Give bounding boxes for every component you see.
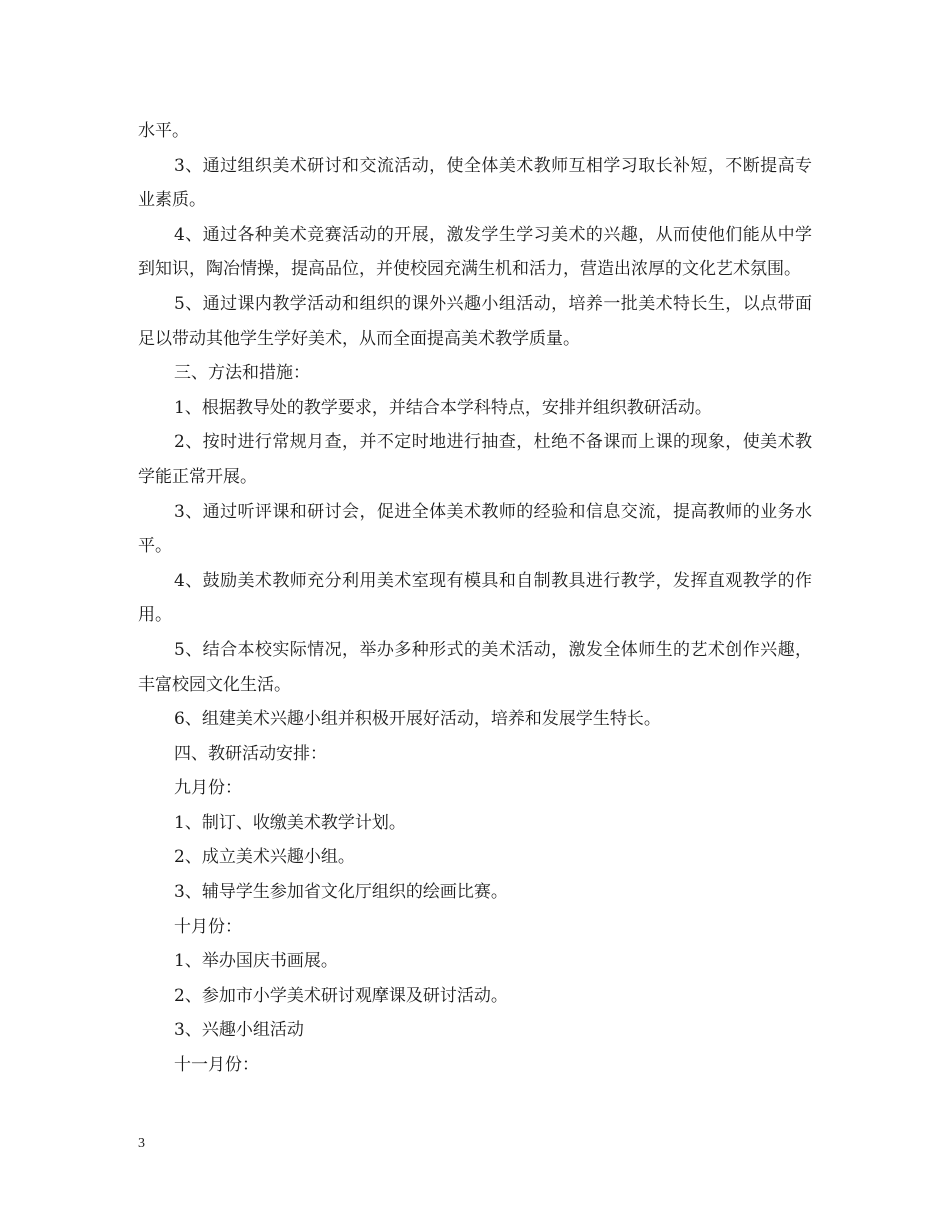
section-heading-methods: 三、方法和措施：	[174, 363, 310, 384]
page-number: 3	[138, 1136, 145, 1151]
list-item: 3、辅导学生参加省文化厅组织的绘画比赛。	[174, 882, 508, 903]
paragraph-10: 6、组建美术兴趣小组并积极开展好活动，培养和发展学生特长。	[174, 709, 661, 730]
paragraph-6: 2、按时进行常规月查，并不定时地进行抽查，杜绝不备课而上课的现象，使美术教学能正常开展。	[138, 432, 812, 487]
list-item: 2、参加市小学美术研讨观摩课及研讨活动。	[174, 985, 508, 1006]
paragraph-3: 5、通过课内教学活动和组织的课外兴趣小组活动，培养一批美术特长生，以点带面足以带动其他学生学好美术，从而全面提高美术教学质量。	[138, 293, 812, 349]
month-heading-october: 十月份：	[174, 916, 242, 937]
month-heading-september: 九月份：	[174, 778, 242, 799]
list-item: 3、兴趣小组活动	[174, 1020, 304, 1041]
paragraph-0: 水平。	[138, 121, 189, 141]
paragraph-2: 4、通过各种美术竞赛活动的开展，激发学生学习美术的兴趣，从而使他们能从中学到知识，陶冶情操，提高品位，并使校园充满生机和活力，营造出浓厚的文化艺术氛围。	[138, 224, 812, 280]
list-item: 1、举办国庆书画展。	[174, 951, 338, 972]
paragraph-8: 4、鼓励美术教师充分利用美术室现有模具和自制教具进行教学，发挥直观教学的作用。	[138, 570, 812, 626]
paragraph-7: 3、通过听评课和研讨会，促进全体美术教师的经验和信息交流，提高教师的业务水平。	[138, 501, 812, 557]
paragraph-9: 5、结合本校实际情况，举办多种形式的美术活动，激发全体师生的艺术创作兴趣，丰富校园文化生活。	[138, 639, 812, 695]
list-item: 2、成立美术兴趣小组。	[174, 847, 355, 868]
paragraph-5: 1、根据教导处的教学要求，并结合本学科特点，安排并组织教研活动。	[174, 397, 712, 418]
paragraph-1: 3、通过组织美术研讨和交流活动，使全体美术教师互相学习取长补短，不断提高专业素质。	[138, 155, 812, 211]
month-heading-november: 十一月份：	[174, 1055, 259, 1076]
document-body	[138, 114, 812, 1083]
section-heading-schedule: 四、教研活动安排：	[174, 743, 327, 764]
list-item: 1、制订、收缴美术教学计划。	[174, 812, 406, 833]
